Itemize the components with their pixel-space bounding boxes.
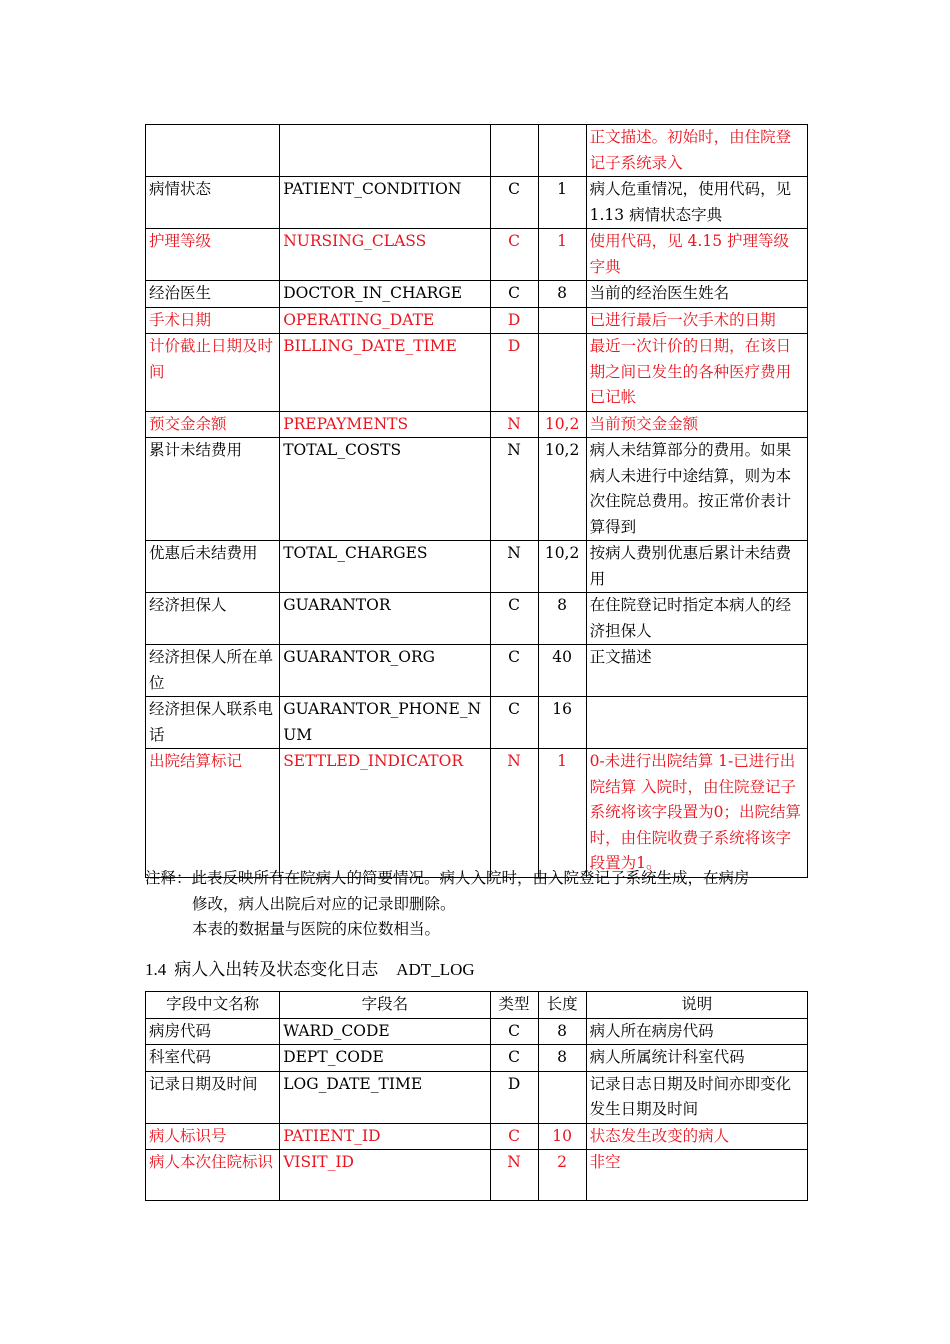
header-cn-name: 字段中文名称: [146, 992, 280, 1019]
table-row: [146, 177, 808, 229]
cell-field-name: NURSING_CLASS: [280, 229, 490, 281]
cell-length: 10,2: [538, 541, 586, 593]
cell-type: N: [490, 438, 538, 541]
cell-field-name: GUARANTOR: [280, 593, 490, 645]
cell-cn-name: 科室代码: [146, 1045, 280, 1072]
cell-cn-name: 病情状态: [146, 177, 280, 229]
cell-cn-name: 经济担保人: [146, 593, 280, 645]
cell-type: C: [490, 1018, 538, 1045]
cell-field-name: PREPAYMENTS: [280, 411, 490, 438]
cell-length: 8: [538, 1045, 586, 1072]
cell-length: 8: [538, 593, 586, 645]
table-row: [146, 1150, 808, 1201]
cell-field-name: BILLING_DATE_TIME: [280, 334, 490, 412]
table-row: [146, 281, 808, 308]
cell-length: 40: [538, 645, 586, 697]
cell-desc: 病人所在病房代码: [586, 1018, 807, 1045]
cell-desc: 使用代码，见 4.15 护理等级字典: [586, 229, 807, 281]
cell-type: D: [490, 307, 538, 334]
cell-desc: 当前预交金金额: [586, 411, 807, 438]
cell-type: C: [490, 1045, 538, 1072]
table-row: [146, 334, 808, 412]
cell-field-name: TOTAL_CHARGES: [280, 541, 490, 593]
table-row: [146, 697, 808, 749]
cell-length: 16: [538, 697, 586, 749]
table-row: [146, 593, 808, 645]
cell-type: N: [490, 411, 538, 438]
cell-length: 8: [538, 281, 586, 308]
cell-desc: 在住院登记时指定本病人的经济担保人: [586, 593, 807, 645]
table-row: [146, 411, 808, 438]
cell-type: C: [490, 593, 538, 645]
section-number: 1.4: [145, 960, 167, 979]
cell-type: C: [490, 229, 538, 281]
cell-type: C: [490, 645, 538, 697]
cell-field-name: DOCTOR_IN_CHARGE: [280, 281, 490, 308]
cell-length: 8: [538, 1018, 586, 1045]
section-table-code: ADT_LOG: [396, 960, 475, 979]
header-desc: 说明: [586, 992, 807, 1019]
cell-type: C: [490, 281, 538, 308]
cell-cn-name: 出院结算标记: [146, 749, 280, 878]
cell-desc: 0-未进行出院结算 1-已进行出院结算 入院时，由住院登记子系统将该字段置为0；出院结算时，由住院收费子系统将该字段置为1。: [586, 749, 807, 878]
cell-field-name: OPERATING_DATE: [280, 307, 490, 334]
table-row: [146, 645, 808, 697]
cell-length: 1: [538, 749, 586, 878]
cell-desc: 病人未结算部分的费用。如果病人未进行中途结算，则为本次住院总费用。按正常价表计算得到: [586, 438, 807, 541]
table-row: [146, 229, 808, 281]
cell-desc: 病人危重情况，使用代码，见 1.13 病情状态字典: [586, 177, 807, 229]
cell-cn-name: 病人标识号: [146, 1123, 280, 1150]
cell-cn-name: 手术日期: [146, 307, 280, 334]
cell-length: [538, 1071, 586, 1123]
cell-field-name: SETTLED_INDICATOR: [280, 749, 490, 878]
cell-type: N: [490, 1150, 538, 1201]
table-row: [146, 1071, 808, 1123]
cell-field-name: PATIENT_CONDITION: [280, 177, 490, 229]
note-line: 修改，病人出院后对应的记录即删除。: [192, 894, 456, 913]
header-field-name: 字段名: [280, 992, 490, 1019]
cell-cn-name: 病人本次住院标识: [146, 1150, 280, 1201]
cell-type: N: [490, 749, 538, 878]
cell-field-name: PATIENT_ID: [280, 1123, 490, 1150]
table-header-row: [146, 992, 808, 1019]
note-line: 本表的数据量与医院的床位数相当。: [192, 920, 441, 938]
cell-type: D: [490, 334, 538, 412]
table-row: [146, 1123, 808, 1150]
table-row: [146, 125, 808, 177]
cell-desc: 状态发生改变的病人: [586, 1123, 807, 1150]
header-length: 长度: [538, 992, 586, 1019]
cell-cn-name: 护理等级: [146, 229, 280, 281]
cell-field-name: GUARANTOR_PHONE_NUM: [280, 697, 490, 749]
section-heading: [145, 957, 475, 983]
cell-desc: 正文描述。初始时，由住院登记子系统录入: [586, 125, 807, 177]
cell-desc: 按病人费别优惠后累计未结费用: [586, 541, 807, 593]
cell-field-name: TOTAL_COSTS: [280, 438, 490, 541]
cell-field-name: GUARANTOR_ORG: [280, 645, 490, 697]
cell-cn-name: 优惠后未结费用: [146, 541, 280, 593]
cell-desc: 最近一次计价的日期，在该日期之间已发生的各种医疗费用已记帐: [586, 334, 807, 412]
cell-length: 1: [538, 229, 586, 281]
cell-desc: 记录日志日期及时间亦即变化发生日期及时间: [586, 1071, 807, 1123]
cell-cn-name: 预交金余额: [146, 411, 280, 438]
cell-cn-name: 累计未结费用: [146, 438, 280, 541]
cell-type: C: [490, 1123, 538, 1150]
note-line: 注释：此表反映所有在院病人的简要情况。病人入院时，由入院登记子系统生成，在病房: [145, 869, 750, 887]
table-row: [146, 749, 808, 878]
cell-field-name: WARD_CODE: [280, 1018, 490, 1045]
cell-desc: 正文描述: [586, 645, 807, 697]
patients-in-hospital-table-continued: [145, 124, 808, 878]
table-row: [146, 438, 808, 541]
cell-cn-name: 记录日期及时间: [146, 1071, 280, 1123]
cell-cn-name: 经济担保人联系电话: [146, 697, 280, 749]
cell-type: N: [490, 541, 538, 593]
cell-field-name: DEPT_CODE: [280, 1045, 490, 1072]
cell-cn-name: 计价截止日期及时间: [146, 334, 280, 412]
cell-length: 10: [538, 1123, 586, 1150]
section-title: 病人入出转及状态变化日志: [174, 960, 379, 980]
cell-length: 10,2: [538, 411, 586, 438]
cell-cn-name: 病房代码: [146, 1018, 280, 1045]
cell-cn-name: 经济担保人所在单位: [146, 645, 280, 697]
cell-field-name: VISIT_ID: [280, 1150, 490, 1201]
cell-type: D: [490, 1071, 538, 1123]
cell-desc: [586, 697, 807, 749]
cell-type: C: [490, 697, 538, 749]
cell-length: [538, 334, 586, 412]
cell-field-name: LOG_DATE_TIME: [280, 1071, 490, 1123]
table-row: [146, 307, 808, 334]
cell-length: [538, 307, 586, 334]
cell-desc: 非空: [586, 1150, 807, 1201]
cell-cn-name: 经治医生: [146, 281, 280, 308]
cell-type: C: [490, 177, 538, 229]
cell-desc: 病人所属统计科室代码: [586, 1045, 807, 1072]
cell-desc: 已进行最后一次手术的日期: [586, 307, 807, 334]
table-row: [146, 1018, 808, 1045]
adt-log-table: [145, 991, 808, 1201]
cell-desc: 当前的经治医生姓名: [586, 281, 807, 308]
table-row: [146, 1045, 808, 1072]
cell-length: 1: [538, 177, 586, 229]
table-note: [145, 866, 810, 943]
cell-length: 10,2: [538, 438, 586, 541]
table-row: [146, 541, 808, 593]
header-type: 类型: [490, 992, 538, 1019]
cell-length: 2: [538, 1150, 586, 1201]
